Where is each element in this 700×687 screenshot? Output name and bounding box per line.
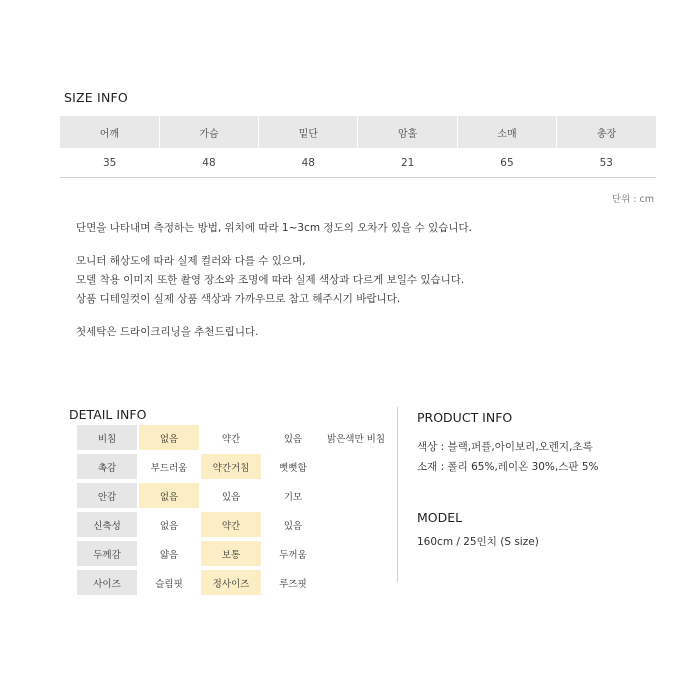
detail-option: 약간 <box>201 512 261 537</box>
size-table <box>60 116 656 178</box>
detail-option: 없음 <box>159 520 179 532</box>
size-info-title: SIZE INFO <box>64 90 128 105</box>
detail-option: 있음 <box>283 433 303 445</box>
note-model-image: 모델 착용 이미지 또한 촬영 장소와 조명에 따라 실제 색상과 다르게 보일수 있습니다. <box>76 274 465 286</box>
note-detail-cut: 상품 디테일컷이 실제 상품 색상과 가까우므로 참고 해주시기 바랍니다. <box>76 293 401 305</box>
value-shoulder: 35 <box>60 148 159 178</box>
model-info: 160cm / 25인치 (S size) <box>417 536 539 548</box>
header-hem: 밑단 <box>259 116 358 148</box>
detail-row-lining <box>77 481 388 510</box>
header-length: 총장 <box>557 116 656 148</box>
detail-option: 부드러움 <box>150 462 188 474</box>
header-armhole: 암홀 <box>358 116 457 148</box>
detail-label: 비침 <box>77 425 137 450</box>
note-monitor: 모니터 해상도에 따라 실제 컬러와 다를 수 있으며, <box>76 255 306 267</box>
size-table-row <box>60 148 656 178</box>
detail-option: 약간 <box>221 433 241 445</box>
detail-option: 뻣뻣함 <box>279 462 307 474</box>
header-sleeve: 소매 <box>457 116 556 148</box>
detail-label: 신축성 <box>77 512 137 537</box>
detail-row-fit <box>77 568 388 597</box>
detail-option: 약간거침 <box>201 454 261 479</box>
detail-grid <box>77 423 388 597</box>
detail-option: 얇음 <box>159 549 179 561</box>
detail-row-stretch <box>77 510 388 539</box>
detail-row-texture <box>77 452 388 481</box>
detail-option: 두꺼움 <box>279 549 307 561</box>
value-sleeve: 65 <box>457 148 556 178</box>
size-table-header <box>60 116 656 148</box>
section-divider <box>397 407 398 582</box>
detail-option: 없음 <box>139 425 199 450</box>
detail-option: 있음 <box>283 520 303 532</box>
detail-option: 정사이즈 <box>201 570 261 595</box>
model-title: MODEL <box>417 510 463 525</box>
value-chest: 48 <box>159 148 258 178</box>
detail-option: 없음 <box>139 483 199 508</box>
size-notes <box>76 219 472 342</box>
detail-label: 두께감 <box>77 541 137 566</box>
note-washing: 첫세탁은 드라이크리닝을 추천드립니다. <box>76 326 259 338</box>
detail-option: 기모 <box>283 491 303 503</box>
product-color: 색상 : 블랙,퍼플,아이보리,오렌지,초록 <box>417 441 593 453</box>
unit-label: 단위 : cm <box>611 194 654 205</box>
product-info-title: PRODUCT INFO <box>417 410 513 425</box>
detail-label: 안감 <box>77 483 137 508</box>
value-length: 53 <box>557 148 656 178</box>
value-hem: 48 <box>259 148 358 178</box>
detail-option: 슬림핏 <box>155 578 183 590</box>
detail-option: 보통 <box>201 541 261 566</box>
detail-label: 사이즈 <box>77 570 137 595</box>
header-shoulder: 어깨 <box>60 116 159 148</box>
detail-row-thickness <box>77 539 388 568</box>
detail-option: 루즈핏 <box>279 578 307 590</box>
note-measurement: 단면을 나타내며 측정하는 방법, 위치에 따라 1~3cm 정도의 오차가 있을 수 있습니다. <box>76 222 472 234</box>
product-material: 소재 : 폴리 65%,레이온 30%,스판 5% <box>417 461 599 473</box>
detail-option: 밝은색만 비침 <box>326 433 386 445</box>
value-armhole: 21 <box>358 148 457 178</box>
detail-row-transparency <box>77 423 388 452</box>
detail-info-title: DETAIL INFO <box>69 407 147 422</box>
detail-label: 촉감 <box>77 454 137 479</box>
detail-option: 있음 <box>221 491 241 503</box>
header-chest: 가슴 <box>159 116 258 148</box>
